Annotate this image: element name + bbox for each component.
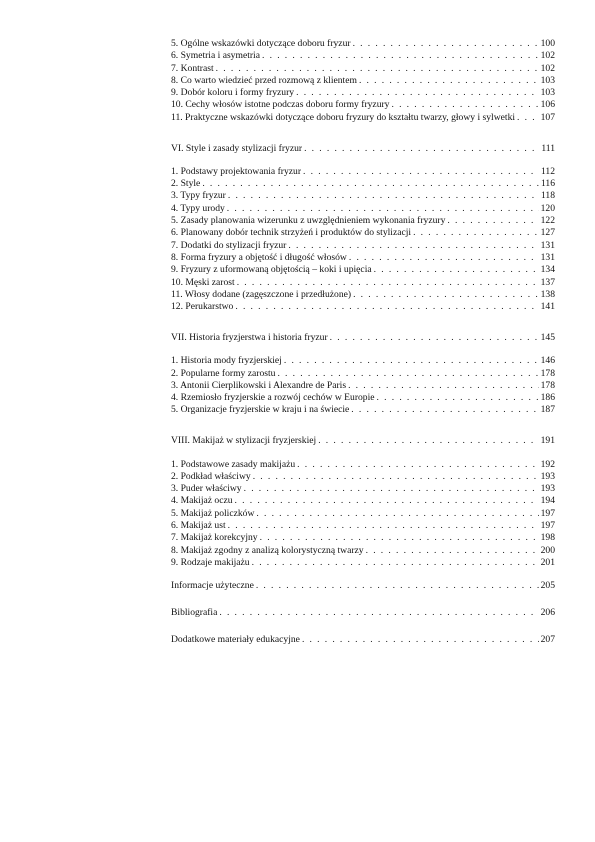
toc-entry-title: 5. Organizacje fryzjerskie w kraju i na świecie xyxy=(171,404,350,416)
toc-entry xyxy=(171,301,555,313)
dot-leader xyxy=(286,240,538,252)
dot-leader xyxy=(251,471,539,483)
dot-leader xyxy=(250,557,539,569)
toc-entry-title: 11. Praktyczne wskazówki dotyczące doboru fryzury do kształtu twarzy, głowy i sylwetki xyxy=(171,111,516,123)
dot-leader xyxy=(233,495,539,507)
toc-entry xyxy=(171,227,555,239)
toc-entry xyxy=(171,289,555,301)
toc-entry-title: 11. Włosy dodane (zagęszczone i przedłużone) xyxy=(171,288,352,300)
toc-entry xyxy=(171,178,555,190)
table-of-contents xyxy=(171,38,555,646)
toc-entry-page-number: 178 xyxy=(540,367,555,379)
dot-leader xyxy=(260,50,539,62)
toc-entry-title: VI. Style i zasady stylizacji fryzur xyxy=(171,142,303,154)
dot-leader xyxy=(515,112,539,124)
back-matter-entry xyxy=(171,580,555,592)
toc-entry-title: 6. Makijaż ust xyxy=(171,520,226,531)
dot-leader xyxy=(226,190,539,202)
dot-leader xyxy=(200,178,539,190)
dot-leader xyxy=(258,532,539,544)
toc-entry xyxy=(171,557,555,569)
toc-entry-page-number: 122 xyxy=(540,215,555,227)
toc-entry xyxy=(171,520,555,532)
toc-entry-page-number: 178 xyxy=(540,379,555,391)
dot-leader xyxy=(275,368,538,380)
toc-entry xyxy=(171,277,555,289)
dot-leader xyxy=(295,459,538,471)
toc-entry-title: 1. Historia mody fryzjerskiej xyxy=(171,355,282,367)
toc-entry-page-number: 102 xyxy=(540,62,555,74)
dot-leader xyxy=(282,355,539,367)
toc-entry-page-number: 100 xyxy=(540,38,555,49)
toc-entry xyxy=(171,392,555,404)
toc-entry-page-number: 111 xyxy=(541,142,555,154)
toc-entry-page-number: 127 xyxy=(540,227,555,239)
toc-entry-title: Informacje użyteczne xyxy=(171,580,254,592)
toc-entry-title: 5. Makijaż policzków xyxy=(171,507,255,519)
toc-entry-page-number: 138 xyxy=(540,288,555,300)
toc-entry xyxy=(171,203,555,215)
toc-entry-page-number: 200 xyxy=(540,544,555,556)
toc-entry-page-number: 206 xyxy=(540,606,555,618)
dot-leader xyxy=(411,227,539,239)
toc-entry-page-number: 193 xyxy=(540,470,555,482)
toc-entry-title: 7. Dodatki do stylizacji fryzur xyxy=(171,239,287,251)
toc-entry-page-number: 193 xyxy=(540,483,555,495)
toc-entry-title: 6. Symetria i asymetria xyxy=(171,50,260,62)
dot-leader xyxy=(375,392,539,404)
spacer xyxy=(171,619,555,634)
toc-entry-title: 1. Podstawowe zasady makijażu xyxy=(171,458,296,470)
toc-entry xyxy=(171,63,555,75)
toc-entry-title: 3. Puder właściwy xyxy=(171,483,242,495)
dot-leader xyxy=(214,63,539,75)
dot-leader xyxy=(254,508,538,520)
toc-entry xyxy=(171,112,555,124)
toc-entry-page-number: 120 xyxy=(540,202,555,214)
toc-entry-page-number: 197 xyxy=(540,507,555,519)
toc-entry xyxy=(171,87,555,99)
toc-entry xyxy=(171,99,555,111)
toc-entry-page-number: 131 xyxy=(540,251,555,263)
toc-entry-page-number: 137 xyxy=(540,276,555,288)
toc-entry xyxy=(171,264,555,276)
toc-entry xyxy=(171,380,555,392)
toc-entry-title: 2. Style xyxy=(171,178,201,190)
toc-entry-page-number: 103 xyxy=(540,87,555,99)
dot-leader xyxy=(349,404,538,416)
toc-entry-title: 10. Męski zarost xyxy=(171,276,235,288)
toc-entry xyxy=(171,495,555,507)
chapter-heading xyxy=(171,332,555,344)
dot-leader xyxy=(346,380,539,392)
dot-leader xyxy=(364,545,539,557)
toc-entry-page-number: 201 xyxy=(540,556,555,568)
toc-entry xyxy=(171,459,555,471)
chapter-heading xyxy=(171,435,555,447)
dot-leader xyxy=(254,580,539,592)
dot-leader xyxy=(389,99,538,111)
toc-entry-page-number: 107 xyxy=(540,111,555,123)
toc-entry-title: 2. Popularne formy zarostu xyxy=(171,367,276,379)
toc-entry-title: 8. Forma fryzury a objętość i długość włosów xyxy=(171,251,347,263)
toc-entry-title: 3. Antonii Cierplikowski i Alexandre de Paris xyxy=(171,379,347,391)
toc-entry-page-number: 146 xyxy=(540,355,555,367)
toc-entry-page-number: 198 xyxy=(540,532,555,544)
spacer xyxy=(171,417,555,436)
toc-entry-title: VIII. Makijaż w stylizacji fryzjerskiej xyxy=(171,435,317,447)
toc-entry-title: 9. Rodzaje makijażu xyxy=(171,556,250,568)
toc-entry xyxy=(171,50,555,62)
toc-entry-page-number: 106 xyxy=(540,99,555,111)
back-matter-entry xyxy=(171,607,555,619)
toc-entry xyxy=(171,190,555,202)
toc-entry xyxy=(171,508,555,520)
toc-entry-title: 5. Ogólne wskazówki dotyczące doboru fryzur xyxy=(171,38,351,49)
dot-leader xyxy=(217,607,538,619)
toc-entry-title: 7. Makijaż korekcyjny xyxy=(171,532,258,544)
dot-leader xyxy=(316,435,538,447)
toc-entry-title: 1. Podstawy projektowania fryzur xyxy=(171,165,302,177)
toc-entry xyxy=(171,404,555,416)
dot-leader xyxy=(351,38,539,50)
dot-leader xyxy=(300,634,539,646)
toc-entry-page-number: 116 xyxy=(540,178,555,190)
toc-entry xyxy=(171,355,555,367)
toc-entry-page-number: 103 xyxy=(540,74,555,86)
toc-entry-title: 6. Planowany dobór technik strzyżeń i produktów do stylizacji xyxy=(171,227,412,239)
spacer xyxy=(171,448,555,459)
toc-entry-page-number: 207 xyxy=(540,633,555,645)
toc-entry-page-number: 118 xyxy=(540,190,555,202)
toc-entry-title: VII. Historia fryzjerstwa i historia fryzur xyxy=(171,331,328,343)
toc-entry-page-number: 194 xyxy=(540,495,555,507)
toc-entry-title: 3. Typy fryzur xyxy=(171,190,226,202)
spacer xyxy=(171,313,555,332)
toc-entry xyxy=(171,166,555,178)
toc-entry-title: Dodatkowe materiały edukacyjne xyxy=(171,633,300,645)
spacer xyxy=(171,155,555,166)
toc-entry-title: 9. Dobór koloru i formy fryzury xyxy=(171,87,295,99)
dot-leader xyxy=(235,277,539,289)
toc-entry-page-number: 112 xyxy=(540,165,555,177)
toc-entry-page-number: 197 xyxy=(540,520,555,531)
spacer xyxy=(171,569,555,580)
dot-leader xyxy=(242,483,539,495)
dot-leader xyxy=(301,166,539,178)
toc-entry-title: 7. Kontrast xyxy=(171,62,214,74)
chapter-heading xyxy=(171,143,555,155)
toc-entry-title: 2. Podkład właściwy xyxy=(171,470,251,482)
toc-entry-title: 5. Zasady planowania wizerunku z uwzględnieniem wykonania fryzury xyxy=(171,215,446,227)
toc-entry-title: 12. Perukarstwo xyxy=(171,301,234,313)
dot-leader xyxy=(302,143,539,155)
toc-entry-title: Bibliografia xyxy=(171,606,218,618)
toc-entry xyxy=(171,240,555,252)
dot-leader xyxy=(226,520,539,532)
toc-entry-title: 4. Typy urody xyxy=(171,202,225,214)
toc-entry-title: 4. Rzemiosło fryzjerskie a rozwój cechów w Europie xyxy=(171,392,375,404)
dot-leader xyxy=(294,87,539,99)
toc-entry-title: 4. Makijaż oczu xyxy=(171,495,233,507)
toc-entry xyxy=(171,483,555,495)
toc-entry-page-number: 187 xyxy=(540,404,555,416)
dot-leader xyxy=(347,252,539,264)
toc-entry xyxy=(171,215,555,227)
toc-entry-title: 10. Cechy włosów istotne podczas doboru formy fryzury xyxy=(171,99,390,111)
toc-entry-page-number: 102 xyxy=(540,50,555,62)
toc-entry-title: 8. Co warto wiedzieć przed rozmową z klientem xyxy=(171,74,357,86)
toc-entry-page-number: 205 xyxy=(540,580,555,592)
toc-entry xyxy=(171,38,555,50)
dot-leader xyxy=(233,301,538,313)
toc-entry-page-number: 145 xyxy=(540,331,555,343)
toc-entry-page-number: 191 xyxy=(540,435,555,447)
toc-entry xyxy=(171,532,555,544)
toc-entry xyxy=(171,75,555,87)
toc-entry-page-number: 186 xyxy=(540,392,555,404)
toc-entry xyxy=(171,545,555,557)
toc-entry-title: 9. Fryzury z uformowaną objętością – koki i upięcia xyxy=(171,264,372,276)
toc-entry xyxy=(171,252,555,264)
spacer xyxy=(171,344,555,355)
toc-entry-page-number: 134 xyxy=(540,264,555,276)
toc-entry xyxy=(171,368,555,380)
dot-leader xyxy=(372,264,539,276)
toc-entry-page-number: 131 xyxy=(540,239,555,251)
toc-entry-title: 8. Makijaż zgodny z analizą kolorystyczną twarzy xyxy=(171,544,364,556)
dot-leader xyxy=(351,289,539,301)
dot-leader xyxy=(328,332,539,344)
dot-leader xyxy=(445,215,538,227)
dot-leader xyxy=(225,203,539,215)
back-matter-entry xyxy=(171,634,555,646)
toc-entry-page-number: 141 xyxy=(540,301,555,313)
spacer xyxy=(171,592,555,607)
spacer xyxy=(171,124,555,143)
dot-leader xyxy=(357,75,539,87)
toc-entry xyxy=(171,471,555,483)
toc-entry-page-number: 192 xyxy=(540,458,555,470)
